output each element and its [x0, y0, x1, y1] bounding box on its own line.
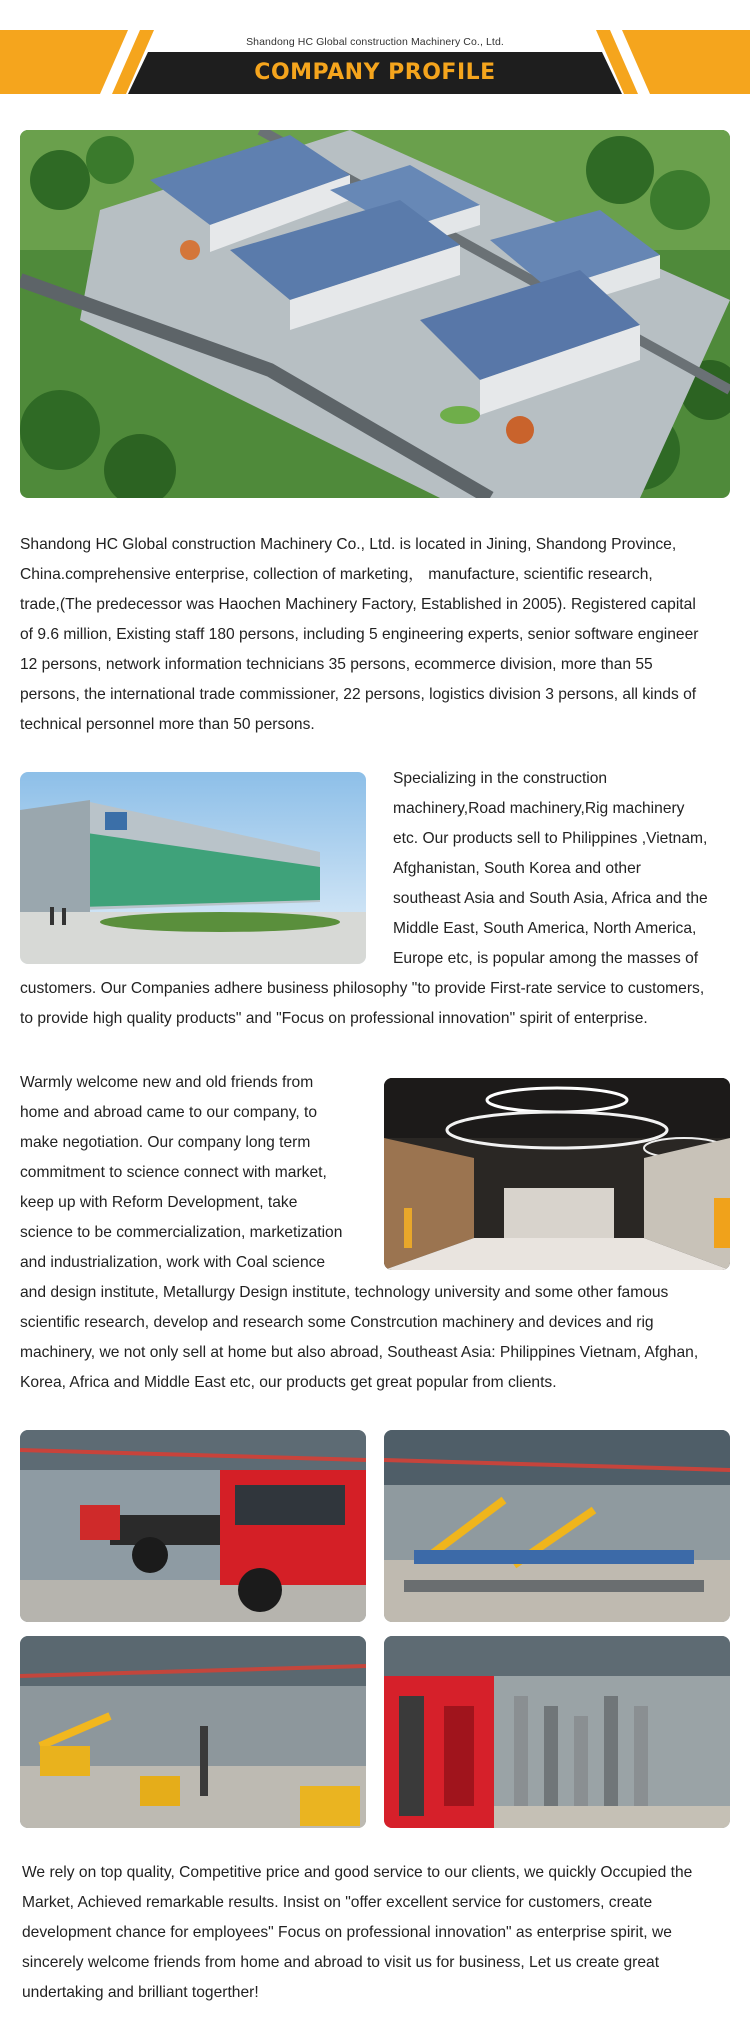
paragraph-line: commitment to science connect with market,: [20, 1164, 327, 1181]
welcome-paragraph-full: [20, 1278, 732, 1398]
workshop-lifts-image: [384, 1430, 730, 1622]
paragraph-line: technical personnel more than 50 persons.: [20, 716, 315, 733]
company-name: Shandong HC Global construction Machinery Co., Ltd.: [246, 36, 504, 48]
paragraph-line: Korea, Africa and Middle East etc, our products get great popular from clients.: [20, 1374, 557, 1391]
workshop-rigs-image: [384, 1636, 730, 1828]
paragraph-line: of 9.6 million, Existing staff 180 persons, including 5 engineering experts, senior software engineer: [20, 626, 699, 643]
paragraph-line: Middle East, South America, North America,: [393, 920, 697, 937]
paragraph-line: China.comprehensive enterprise, collection of marketing， manufacture, scientific research,: [20, 566, 653, 583]
paragraph-line: We rely on top quality, Competitive price and good service to our clients, we quickly Occupied the: [22, 1864, 693, 1881]
paragraph-line: etc. Our products sell to Philippines ,Vietnam,: [393, 830, 708, 847]
paragraph-line: to provide high quality products" and "Focus on professional innovation" spirit of enterprise.: [20, 1010, 648, 1027]
paragraph-line: Warmly welcome new and old friends from: [20, 1074, 314, 1091]
paragraph-line: and design institute, Metallurgy Design institute, technology university and some other famous: [20, 1284, 669, 1301]
paragraph-line: Specializing in the construction: [393, 770, 608, 787]
factory-aerial-image: [20, 130, 730, 498]
paragraph-line: Market, Achieved remarkable results. Insist on "offer excellent service for customers, create: [22, 1894, 653, 1911]
paragraph-line: Afghanistan, South Korea and other: [393, 860, 641, 877]
paragraph-line: Shandong HC Global construction Machinery Co., Ltd. is located in Jining, Shandong Province,: [20, 536, 677, 553]
workshop-truck-image: [20, 1430, 366, 1622]
paragraph-line: machinery, we not only sell at home but also abroad, Southeast Asia: Philippines Vietnam, Afghan,: [20, 1344, 699, 1361]
paragraph-line: sincerely welcome friends from home and abroad to visit us for business, Let us create great: [22, 1954, 660, 1971]
intro-paragraph: [20, 530, 732, 740]
products-paragraph-wrapped: [393, 764, 733, 974]
paragraph-line: keep up with Reform Development, take: [20, 1194, 298, 1211]
paragraph-line: Europe etc, is popular among the masses of: [393, 950, 699, 967]
paragraph-line: undertaking and brilliant togerther!: [22, 1984, 259, 2001]
paragraph-line: science to be commercialization, marketization: [20, 1224, 343, 1241]
paragraph-line: machinery,Road machinery,Rig machinery: [393, 800, 685, 817]
office-building-image: [20, 772, 366, 964]
paragraph-line: trade,(The predecessor was Haochen Machinery Factory, Established in 2005). Registered capital: [20, 596, 696, 613]
page-title: COMPANY PROFILE: [254, 60, 496, 85]
paragraph-line: home and abroad came to our company, to: [20, 1104, 318, 1121]
products-paragraph-full: [20, 974, 732, 1034]
paragraph-line: development chance for employees" Focus on professional innovation" as enterprise spirit, we: [22, 1924, 672, 1941]
paragraph-line: southeast Asia and South Asia, Africa and the: [393, 890, 708, 907]
paragraph-line: and industrialization, work with Coal science: [20, 1254, 326, 1271]
workshop-platforms-image: [20, 1636, 366, 1828]
paragraph-line: 12 persons, network information technicians 35 persons, ecommerce division, more than 55: [20, 656, 653, 673]
header-banner: [0, 0, 750, 98]
paragraph-line: scientific research, develop and research some Constrcution machinery and devices and rig: [20, 1314, 654, 1331]
paragraph-line: persons, the international trade commissioner, 22 persons, logistics division 3 persons, all kinds of: [20, 686, 697, 703]
welcome-paragraph-wrapped: [20, 1068, 380, 1278]
showroom-hall-image: [384, 1078, 730, 1270]
paragraph-line: customers. Our Companies adhere business philosophy "to provide First-rate service to customers,: [20, 980, 705, 997]
closing-paragraph: [22, 1858, 734, 2008]
paragraph-line: make negotiation. Our company long term: [20, 1134, 311, 1151]
